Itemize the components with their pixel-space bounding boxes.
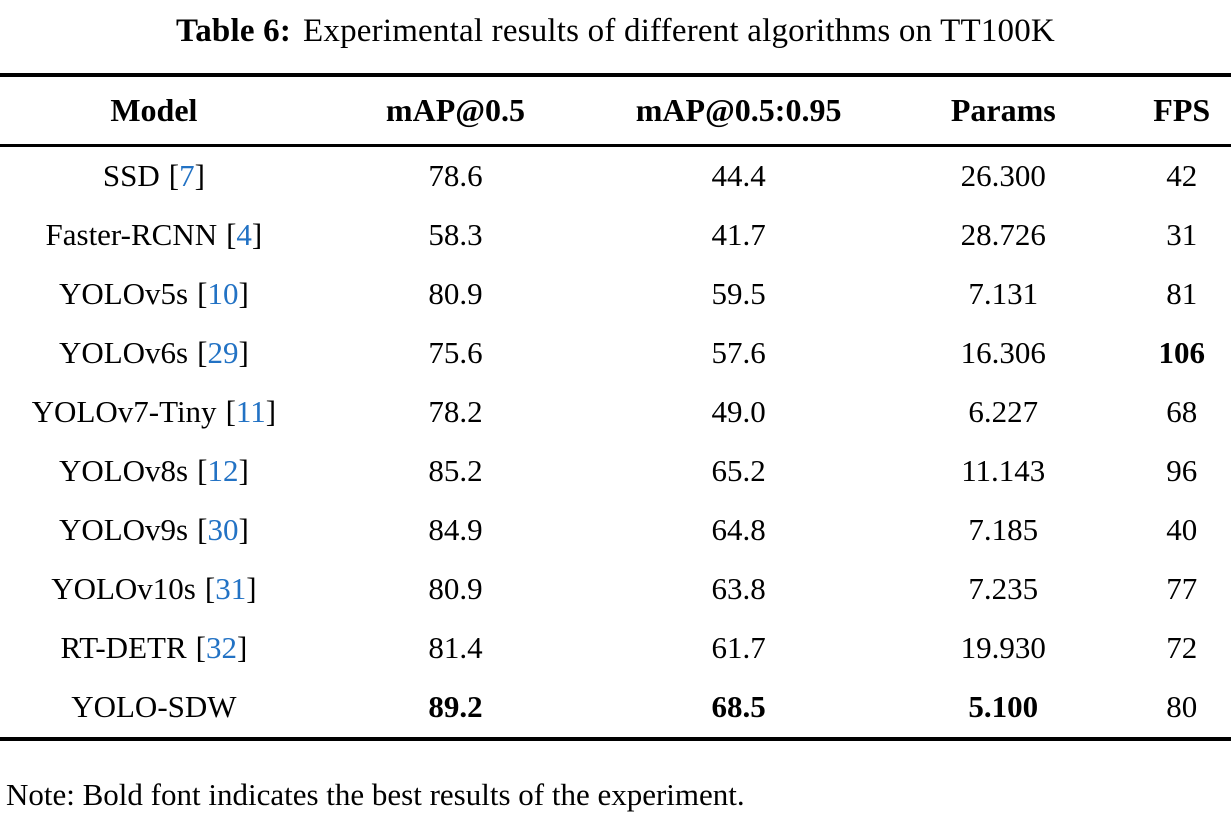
citation [197, 453, 249, 488]
citation-bracket-open: [ [225, 394, 236, 429]
model-name: RT-DETR [60, 630, 187, 665]
table-row [0, 678, 1231, 739]
map50-cell: 58.3 [428, 217, 483, 252]
citation-bracket-close: ] [251, 217, 263, 252]
table-row [0, 560, 1231, 619]
model-name: Faster-RCNN [45, 217, 218, 252]
map5095-cell: 41.7 [711, 217, 766, 252]
citation [205, 571, 257, 606]
table-caption-text: Experimental results of different algorithms on TT100K [303, 13, 1055, 49]
citation-link[interactable]: 32 [205, 630, 237, 665]
map50-cell: 84.9 [428, 512, 483, 547]
model-name: YOLOv10s [51, 571, 196, 606]
citation-link[interactable]: 4 [236, 217, 252, 252]
model-cell [0, 560, 308, 619]
citation-link[interactable]: 11 [235, 394, 266, 429]
model-cell [0, 146, 308, 207]
fps-cell: 106 [1158, 335, 1205, 370]
table-header [0, 75, 1231, 146]
citation [196, 630, 248, 665]
table-caption-label: Table 6: [176, 13, 292, 49]
table-row [0, 619, 1231, 678]
model-cell [0, 678, 308, 739]
map5095-cell: 68.5 [711, 689, 766, 724]
model-name: YOLOv9s [58, 512, 189, 547]
model-name: YOLOv7-Tiny [31, 394, 217, 429]
col-header-fps: FPS [1133, 75, 1231, 146]
map5095-cell: 59.5 [711, 276, 766, 311]
table-body [0, 146, 1231, 740]
params-cell: 7.131 [968, 276, 1039, 311]
map50-cell: 80.9 [428, 276, 483, 311]
citation-bracket-close: ] [238, 512, 249, 547]
fps-cell: 42 [1166, 158, 1198, 193]
params-cell: 11.143 [961, 453, 1046, 488]
table-footnote: Note: Bold font indicates the best results of the experiment. [6, 777, 745, 812]
map50-cell: 81.4 [428, 630, 483, 665]
map50-cell: 89.2 [428, 689, 483, 724]
table-row [0, 265, 1231, 324]
citation-link[interactable]: 10 [207, 276, 239, 311]
model-cell [0, 501, 308, 560]
fps-cell: 72 [1166, 630, 1198, 665]
model-name: YOLO-SDW [71, 689, 237, 724]
citation-bracket-open: [ [168, 158, 180, 193]
fps-cell: 68 [1166, 394, 1198, 429]
model-cell [0, 206, 308, 265]
citation-bracket-close: ] [265, 394, 277, 429]
map5095-cell: 64.8 [711, 512, 766, 547]
model-name: YOLOv6s [58, 335, 189, 370]
model-name: YOLOv5s [58, 276, 189, 311]
citation-bracket-close: ] [246, 571, 257, 606]
map50-cell: 80.9 [428, 571, 483, 606]
citation [226, 394, 277, 429]
table-row [0, 442, 1231, 501]
table-row [0, 324, 1231, 383]
citation-bracket-close: ] [238, 335, 249, 370]
model-cell [0, 442, 308, 501]
citation-bracket-close: ] [236, 630, 248, 665]
params-cell: 28.726 [960, 217, 1046, 252]
citation [226, 217, 262, 252]
model-cell [0, 265, 308, 324]
citation-link[interactable]: 7 [179, 158, 195, 193]
fps-cell: 77 [1166, 571, 1198, 606]
params-cell: 5.100 [968, 689, 1039, 724]
table-row [0, 206, 1231, 265]
citation-bracket-open: [ [197, 335, 208, 370]
citation [197, 335, 249, 370]
model-cell [0, 619, 308, 678]
table-row [0, 146, 1231, 207]
fps-cell: 80 [1166, 689, 1198, 724]
map5095-cell: 44.4 [711, 158, 766, 193]
model-cell [0, 383, 308, 442]
citation-bracket-open: [ [195, 630, 206, 665]
col-header-map5095: mAP@0.5:0.95 [603, 75, 874, 146]
map5095-cell: 65.2 [711, 453, 766, 488]
results-table [0, 73, 1231, 741]
map5095-cell: 49.0 [711, 394, 766, 429]
params-cell: 16.306 [960, 335, 1046, 370]
col-header-map50: mAP@0.5 [308, 75, 603, 146]
table-row [0, 383, 1231, 442]
params-cell: 26.300 [960, 158, 1046, 193]
citation-bracket-open: [ [226, 217, 237, 252]
citation-bracket-close: ] [194, 158, 205, 193]
fps-cell: 81 [1166, 276, 1198, 311]
citation [169, 158, 205, 193]
citation [197, 512, 249, 547]
table-caption [0, 10, 1231, 52]
citation-link[interactable]: 30 [207, 512, 239, 547]
map50-cell: 85.2 [428, 453, 483, 488]
model-cell [0, 324, 308, 383]
fps-cell: 31 [1166, 217, 1198, 252]
model-name: YOLOv8s [58, 453, 189, 488]
citation-link[interactable]: 12 [207, 453, 239, 488]
citation-bracket-open: [ [197, 453, 208, 488]
fps-cell: 96 [1166, 453, 1198, 488]
citation-bracket-open: [ [197, 276, 208, 311]
col-header-model: Model [0, 75, 308, 146]
citation-link[interactable]: 29 [207, 335, 239, 370]
citation-bracket-close: ] [238, 276, 249, 311]
params-cell: 7.185 [968, 512, 1039, 547]
map5095-cell: 63.8 [711, 571, 766, 606]
params-cell: 7.235 [968, 571, 1039, 606]
citation-bracket-open: [ [197, 512, 208, 547]
map50-cell: 78.6 [428, 158, 483, 193]
map5095-cell: 61.7 [711, 630, 766, 665]
map5095-cell: 57.6 [711, 335, 766, 370]
map50-cell: 78.2 [428, 394, 483, 429]
model-name: SSD [102, 158, 160, 193]
citation [197, 276, 249, 311]
params-cell: 6.227 [968, 394, 1039, 429]
citation-link[interactable]: 31 [215, 571, 247, 606]
map50-cell: 75.6 [428, 335, 483, 370]
col-header-params: Params [874, 75, 1133, 146]
header-row [0, 75, 1231, 146]
citation-bracket-close: ] [238, 453, 249, 488]
fps-cell: 40 [1166, 512, 1198, 547]
citation-bracket-open: [ [204, 571, 216, 606]
table-row [0, 501, 1231, 560]
params-cell: 19.930 [960, 630, 1046, 665]
